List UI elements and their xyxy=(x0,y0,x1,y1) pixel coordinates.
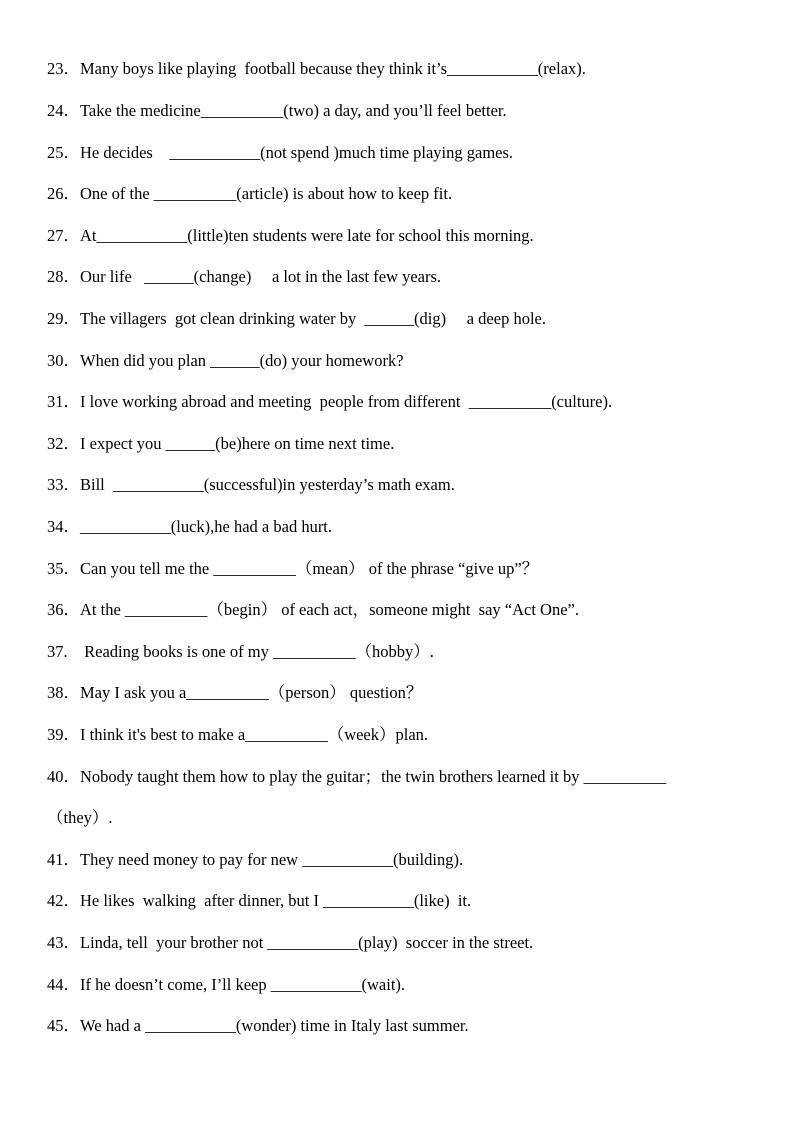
question-25: 25．He decides ___________(not spend )much time playing games. xyxy=(47,143,514,162)
question-27: 27．At___________(little)ten students were late for school this morning. xyxy=(47,226,534,245)
question-42: 42．He likes walking after dinner, but I ___________(like) it. xyxy=(47,891,472,910)
question-36: 36．At the __________（begin） of each act，someone might say “Act One”. xyxy=(47,600,579,619)
question-24: 24．Take the medicine__________(two) a day, and you’ll feel better. xyxy=(47,101,507,120)
question-44: 44．If he doesn’t come, I’ll keep ___________(wait). xyxy=(47,975,406,994)
question-33: 33．Bill ___________(successful)in yesterday’s math exam. xyxy=(47,475,455,494)
question-30: 30．When did you plan ______(do) your homework? xyxy=(47,351,404,370)
question-32: 32．I expect you ______(be)here on time next time. xyxy=(47,434,395,453)
question-34: 34．___________(luck),he had a bad hurt. xyxy=(47,517,333,536)
question-31: 31．I love working abroad and meeting people from different __________(culture). xyxy=(47,392,613,411)
question-28: 28．Our life ______(change) a lot in the last few years. xyxy=(47,267,442,286)
question-38: 38．May I ask you a__________（person） question？ xyxy=(47,683,423,702)
question-37: 37. Reading books is one of my __________（hobby）. xyxy=(47,642,434,661)
question-23: 23．Many boys like playing football because they think it’s___________(relax). xyxy=(47,59,586,78)
question-41: 41．They need money to pay for new ___________(building). xyxy=(47,850,464,869)
question-45: 45．We had a ___________(wonder) time in Italy last summer. xyxy=(47,1016,469,1035)
question-43: 43．Linda, tell your brother not ___________(play) soccer in the street. xyxy=(47,933,534,952)
question-29: 29．The villagers got clean drinking water by ______(dig) a deep hole. xyxy=(47,309,546,328)
question-35: 35．Can you tell me the __________（mean） of the phrase “give up”？ xyxy=(47,559,539,578)
question-39: 39．I think it's best to make a__________（week）plan. xyxy=(47,725,429,744)
question-40-continuation: （they）. xyxy=(47,808,113,827)
question-40: 40．Nobody taught them how to play the guitar；the twin brothers learned it by __________ xyxy=(47,767,667,786)
question-26: 26．One of the __________(article) is about how to keep fit. xyxy=(47,184,453,203)
